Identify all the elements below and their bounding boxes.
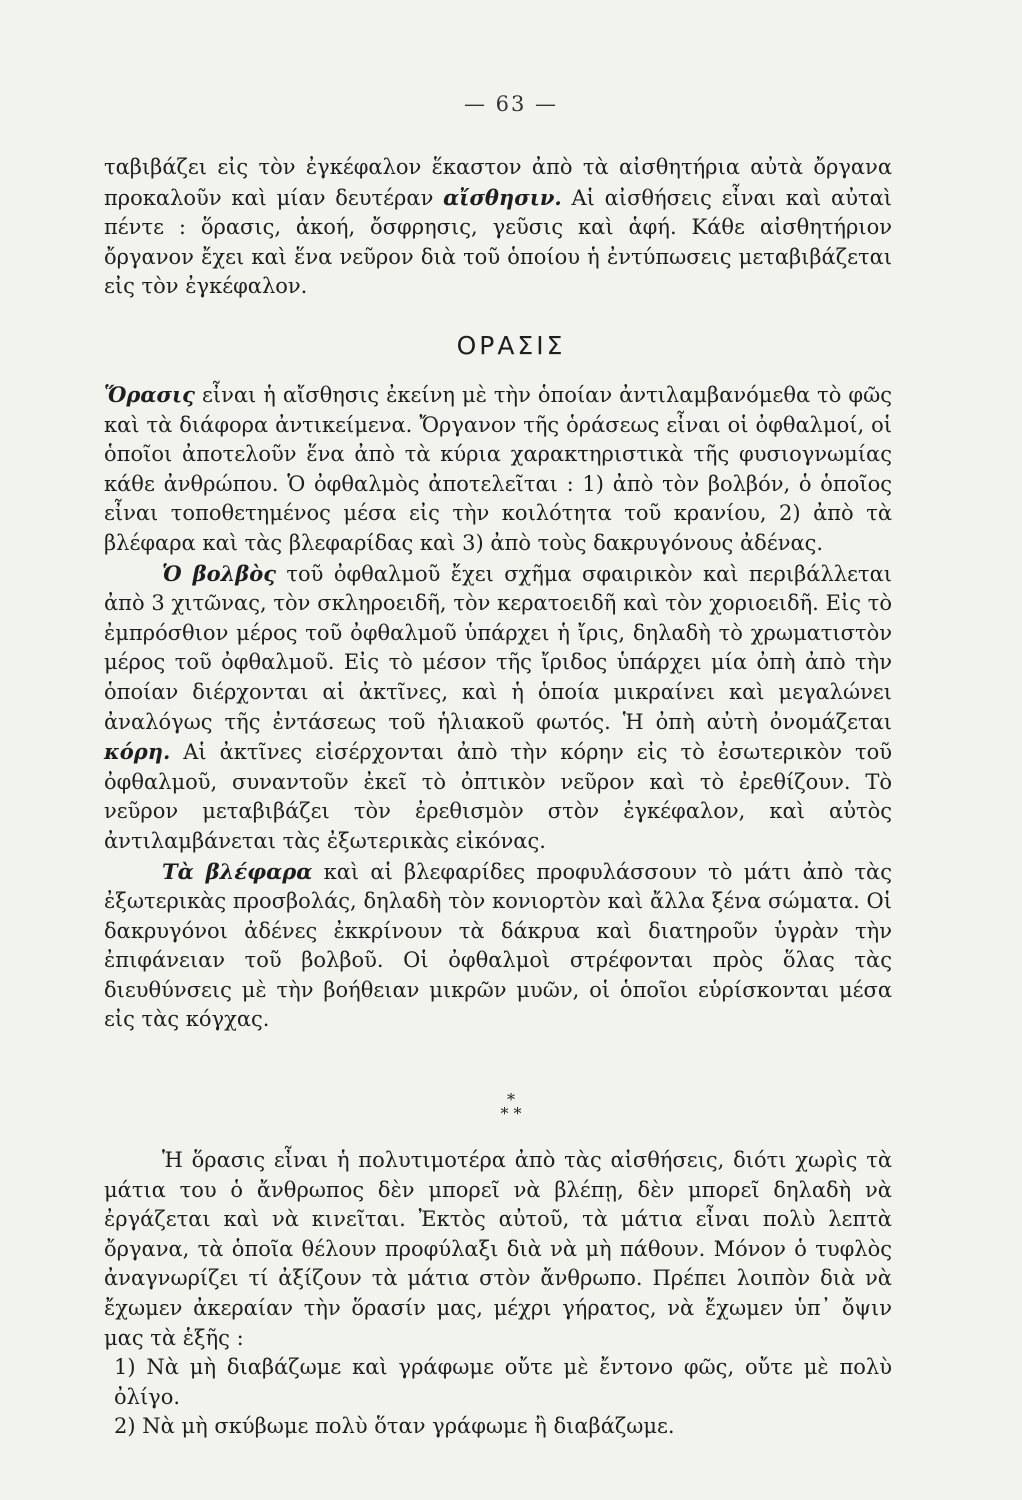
term-aisthesis: αἴσθησιν. <box>443 184 562 210</box>
term-kori: κόρη. <box>104 739 171 765</box>
orasis-section-body <box>104 380 892 1035</box>
paragraph-vlefara <box>104 857 892 1036</box>
rule-item-1: 1) Νὰ μὴ διαβάζωμε καὶ γράφωμε οὔτε μὲ ἔντονο φῶς, οὔτε μὲ πολὺ ὀλίγο. <box>114 1355 892 1409</box>
closing-paragraph: Ἡ ὅρασις εἶναι ἡ πολυτιμοτέρα ἀπὸ τὰς αἰσθήσεις, διότι χωρὶς τὰ μάτια του ὁ ἄνθρωπος δὲν μπορεῖ νὰ βλέπῃ, δὲν μπορεῖ δηλαδὴ νὰ ἐργάζεται καὶ νὰ κινεῖται. Ἐκτὸς αὐτοῦ, τὰ μάτια εἶναι πολὺ λεπτὰ ὄργανα, τὰ ὁποῖα θέλουν προφύλαξι διὰ νὰ μὴ πάθουν. Μόνον ὁ τυφλὸς ἀναγνωρίζει τί ἀξίζουν τὰ μάτια στὸν ἄνθρωπο. Πρέπει λοιπὸν διὰ νὰ ἔχωμεν ἀκεραίαν τὴν ὅρασίν μας, μέχρι γήρατος, νὰ ἔχωμεν ὑπ᾽ ὄψιν μας τὰ ἑξῆς : <box>104 1148 892 1350</box>
term-volvos: Ὁ βολβὸς <box>162 560 277 586</box>
asterism-bottom: * * <box>500 1104 522 1123</box>
paragraph-orasis <box>104 380 892 559</box>
asterism-separator <box>0 1090 1022 1123</box>
intro-text-start: ταβιβάζει εἰς τὸν ἐγκέφαλον ἕκαστον ἀπὸ τὰ αἰσθητήρια αὐτὰ ὄργανα προκαλοῦν καὶ μίαν δευτέραν <box>104 155 892 210</box>
intro-paragraph <box>104 153 892 302</box>
paragraph-vlefara-text: καὶ αἱ βλεφαρίδες προφυλάσσουν τὸ μάτι ἀπὸ τὰς ἐξωτερικὰς προσβολάς, δηλαδὴ τὸν κονιορτὸν καὶ ἄλλα ξένα σώματα. Οἱ δακρυγόνοι ἀδένες ἐκκρίνουν τὰ δάκρυα καὶ διατηροῦν ὑγρὰν τὴν ἐπιφάνειαν τοῦ βολβοῦ. Οἱ ὀφθαλμοὶ στρέφονται πρὸς ὅλας τὰς διευθύνσεις μὲ τὴν βοήθειαν μικρῶν μυῶν, οἱ ὁποῖοι εὑρίσκονται μέσα εἰς τὰς κόγχας. <box>104 859 892 1032</box>
rule-item-2: 2) Νὰ μὴ σκύβωμε πολὺ ὅταν γράφωμε ἢ διαβάζωμε. <box>114 1414 675 1439</box>
section-title: ΟΡΑΣΙΣ <box>456 331 566 360</box>
paragraph-volvos-text-b: Αἱ ἀκτῖνες εἰσέρχονται ἀπὸ τὴν κόρην εἰς τὸ ἐσωτερικὸν τοῦ ὀφθαλμοῦ, συναντοῦν ἐκεῖ τὸ ὀπτικὸν νεῦρον καὶ τὸ ἐρεθίζουν. Τὸ νεῦρον μεταβιβάζει τὸν ἐρεθισμὸν στὸν ἐγκέφαλον, καὶ αὐτὸς ἀντιλαμβάνεται τὰς ἐξωτερικὰς εἰκόνας. <box>104 740 892 853</box>
page-number: — 63 — <box>463 92 559 116</box>
asterism-top: * <box>507 1090 515 1109</box>
paragraph-orasis-text: εἶναι ἡ αἴσθησις ἐκείνη μὲ τὴν ὁποίαν ἀντιλαμβανόμεθα τὸ φῶς καὶ τὰ διάφορα ἀντικείμενα. Ὄργανον τῆς ὁράσεως εἶναι οἱ ὀφθαλμοί, οἱ ὁποῖοι ἀποτελοῦν ἕνα ἀπὸ τὰ κύρια χαρακτηριστικὰ τῆς φυσιογνωμίας κάθε ἀνθρώπου. Ὁ ὀφθαλμὸς ἀποτελεῖται : 1) ἀπὸ τὸν βολβόν, ὁ ὁποῖος εἶναι τοποθετημένος μέσα εἰς τὴν κοιλότητα τοῦ κρανίου, 2) ἀπὸ τὰ βλέφαρα καὶ τὰς βλεφαρίδας καὶ 3) ἀπὸ τοὺς δακρυγόνους ἀδένας. <box>104 383 892 555</box>
term-vlefara: Τὰ βλέφαρα <box>162 858 313 884</box>
closing-section <box>104 1146 892 1442</box>
intro-text-end: Αἱ αἰσθήσεις εἶναι καὶ αὐταὶ πέντε : ὅρασις, ἀκοή, ὄσφρησις, γεῦσις καὶ ἁφή. Κάθε αἰσθητήριον ὄργανον ἔχει καὶ ἕνα νεῦρον διὰ τοῦ ὁποίου ἡ ἐντύπωσεις μεταβιβάζεται εἰς τὸν ἐγκέφαλον. <box>104 185 892 299</box>
term-orasis: Ὅρασις <box>104 382 195 407</box>
paragraph-volvos <box>104 559 892 857</box>
paragraph-volvos-text-a: τοῦ ὀφθαλμοῦ ἔχει σχῆμα σφαιρικὸν καὶ περιβάλλεται ἀπὸ 3 χιτῶνας, τὸν σκληροειδῆ, τὸν κερατοειδῆ καὶ τὸν χοριοειδῆ. Εἰς τὸ ἐμπρόσθιον μέρος τοῦ ὀφθαλμοῦ ὑπάρχει ἡ ἴρις, δηλαδὴ τὸ χρωματιστὸν μέρος τοῦ ὀφθαλμοῦ. Εἰς τὸ μέσον τῆς ἴριδος ὑπάρχει μία ὀπὴ ἀπὸ τὴν ὁποίαν διέρχονται αἱ ἀκτῖνες, καὶ ἡ ὁποία μικραίνει καὶ μεγαλώνει ἀναλόγως τῆς ἐντάσεως τοῦ ἡλιακοῦ φωτός. Ἡ ὀπὴ αὐτὴ ὀνομάζεται <box>104 561 892 734</box>
